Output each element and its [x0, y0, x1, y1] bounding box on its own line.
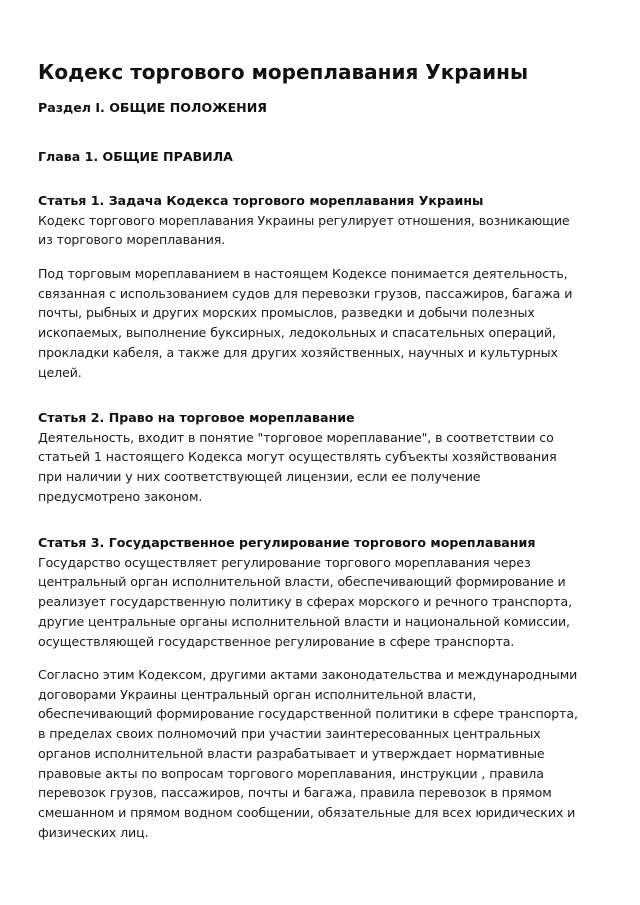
- text-line: смешанном и прямом водном сообщении, обязательные для всех юридических и: [38, 804, 576, 820]
- text-line: из торгового мореплавания.: [38, 232, 226, 248]
- paragraph: [38, 264, 572, 382]
- article-heading: Статья 3. Государственное регулирование торгового мореплавания: [38, 535, 536, 550]
- article-3: [38, 533, 572, 651]
- text-line: реализует государственную политику в сферах морского и речного транспорта,: [38, 594, 572, 610]
- article-heading: Статья 1. Задача Кодекса торгового мореплавания Украины: [38, 193, 484, 208]
- text-line: перевозок грузов, пассажиров, почты и багажа, правила перевозок в прямом: [38, 785, 552, 801]
- text-line: при наличии у них соответствующей лицензии, если ее получение: [38, 469, 481, 485]
- chapter-heading: Глава 1. ОБЩИЕ ПРАВИЛА: [38, 149, 233, 164]
- paragraph: [38, 211, 570, 250]
- text-line: Государство осуществляет регулирование торгового мореплавания через: [38, 554, 531, 570]
- text-line: другие центральные органы исполнительной власти и национальной комиссии,: [38, 613, 570, 629]
- document-title: Кодекс торгового мореплавания Украины: [38, 60, 529, 84]
- text-line: в пределах своих полномочий при участии заинтересованных центральных: [38, 726, 541, 742]
- text-line: центральный орган исполнительной власти, обеспечивающий формирование и: [38, 574, 566, 590]
- text-line: Согласно этим Кодексом, другими актами законодательства и международными: [38, 667, 578, 682]
- text-line: Деятельность, входит в понятие "торговое мореплавание", в соответствии со: [38, 429, 554, 445]
- paragraph: [38, 428, 557, 507]
- text-line: ископаемых, выполнение буксирных, ледокольных и спасательных операций,: [38, 325, 556, 341]
- text-line: физических лиц.: [38, 824, 149, 840]
- paragraph: [38, 665, 578, 842]
- text-line: органов исполнительной власти разрабатывает и утверждает нормативные: [38, 745, 545, 761]
- text-line: прокладки кабеля, а также для других хозяйственных, научных и культурных: [38, 344, 558, 360]
- text-line: целей.: [38, 364, 82, 380]
- text-line: Под торговым мореплаванием в настоящем Кодексе понимается деятельность,: [38, 266, 568, 281]
- article-2: [38, 408, 557, 507]
- article-heading: Статья 2. Право на торговое мореплавание: [38, 410, 355, 425]
- article-1: [38, 191, 570, 250]
- paragraph: [38, 553, 572, 652]
- text-line: договорами Украины центральный орган исполнительной власти,: [38, 686, 477, 702]
- text-line: обеспечивающий формирование государственной политики в сфере транспорта,: [38, 706, 578, 722]
- text-line: статьей 1 настоящего Кодекса могут осуществлять субъекты хозяйствования: [38, 449, 557, 465]
- text-line: связанная с использованием судов для перевозки грузов, пассажиров, багажа и: [38, 285, 573, 301]
- text-line: почты, рыбных и других морских промыслов, разведки и добычи полезных: [38, 305, 535, 321]
- text-line: правовые акты по вопросам торгового мореплавания, инструкции , правила: [38, 765, 544, 781]
- section-heading: Раздел I. ОБЩИЕ ПОЛОЖЕНИЯ: [38, 100, 267, 115]
- text-line: предусмотрено законом.: [38, 488, 203, 504]
- text-line: Кодекс торгового мореплавания Украины регулирует отношения, возникающие: [38, 212, 570, 228]
- text-line: осуществляющей государственное регулирование в сфере транспорта.: [38, 633, 515, 649]
